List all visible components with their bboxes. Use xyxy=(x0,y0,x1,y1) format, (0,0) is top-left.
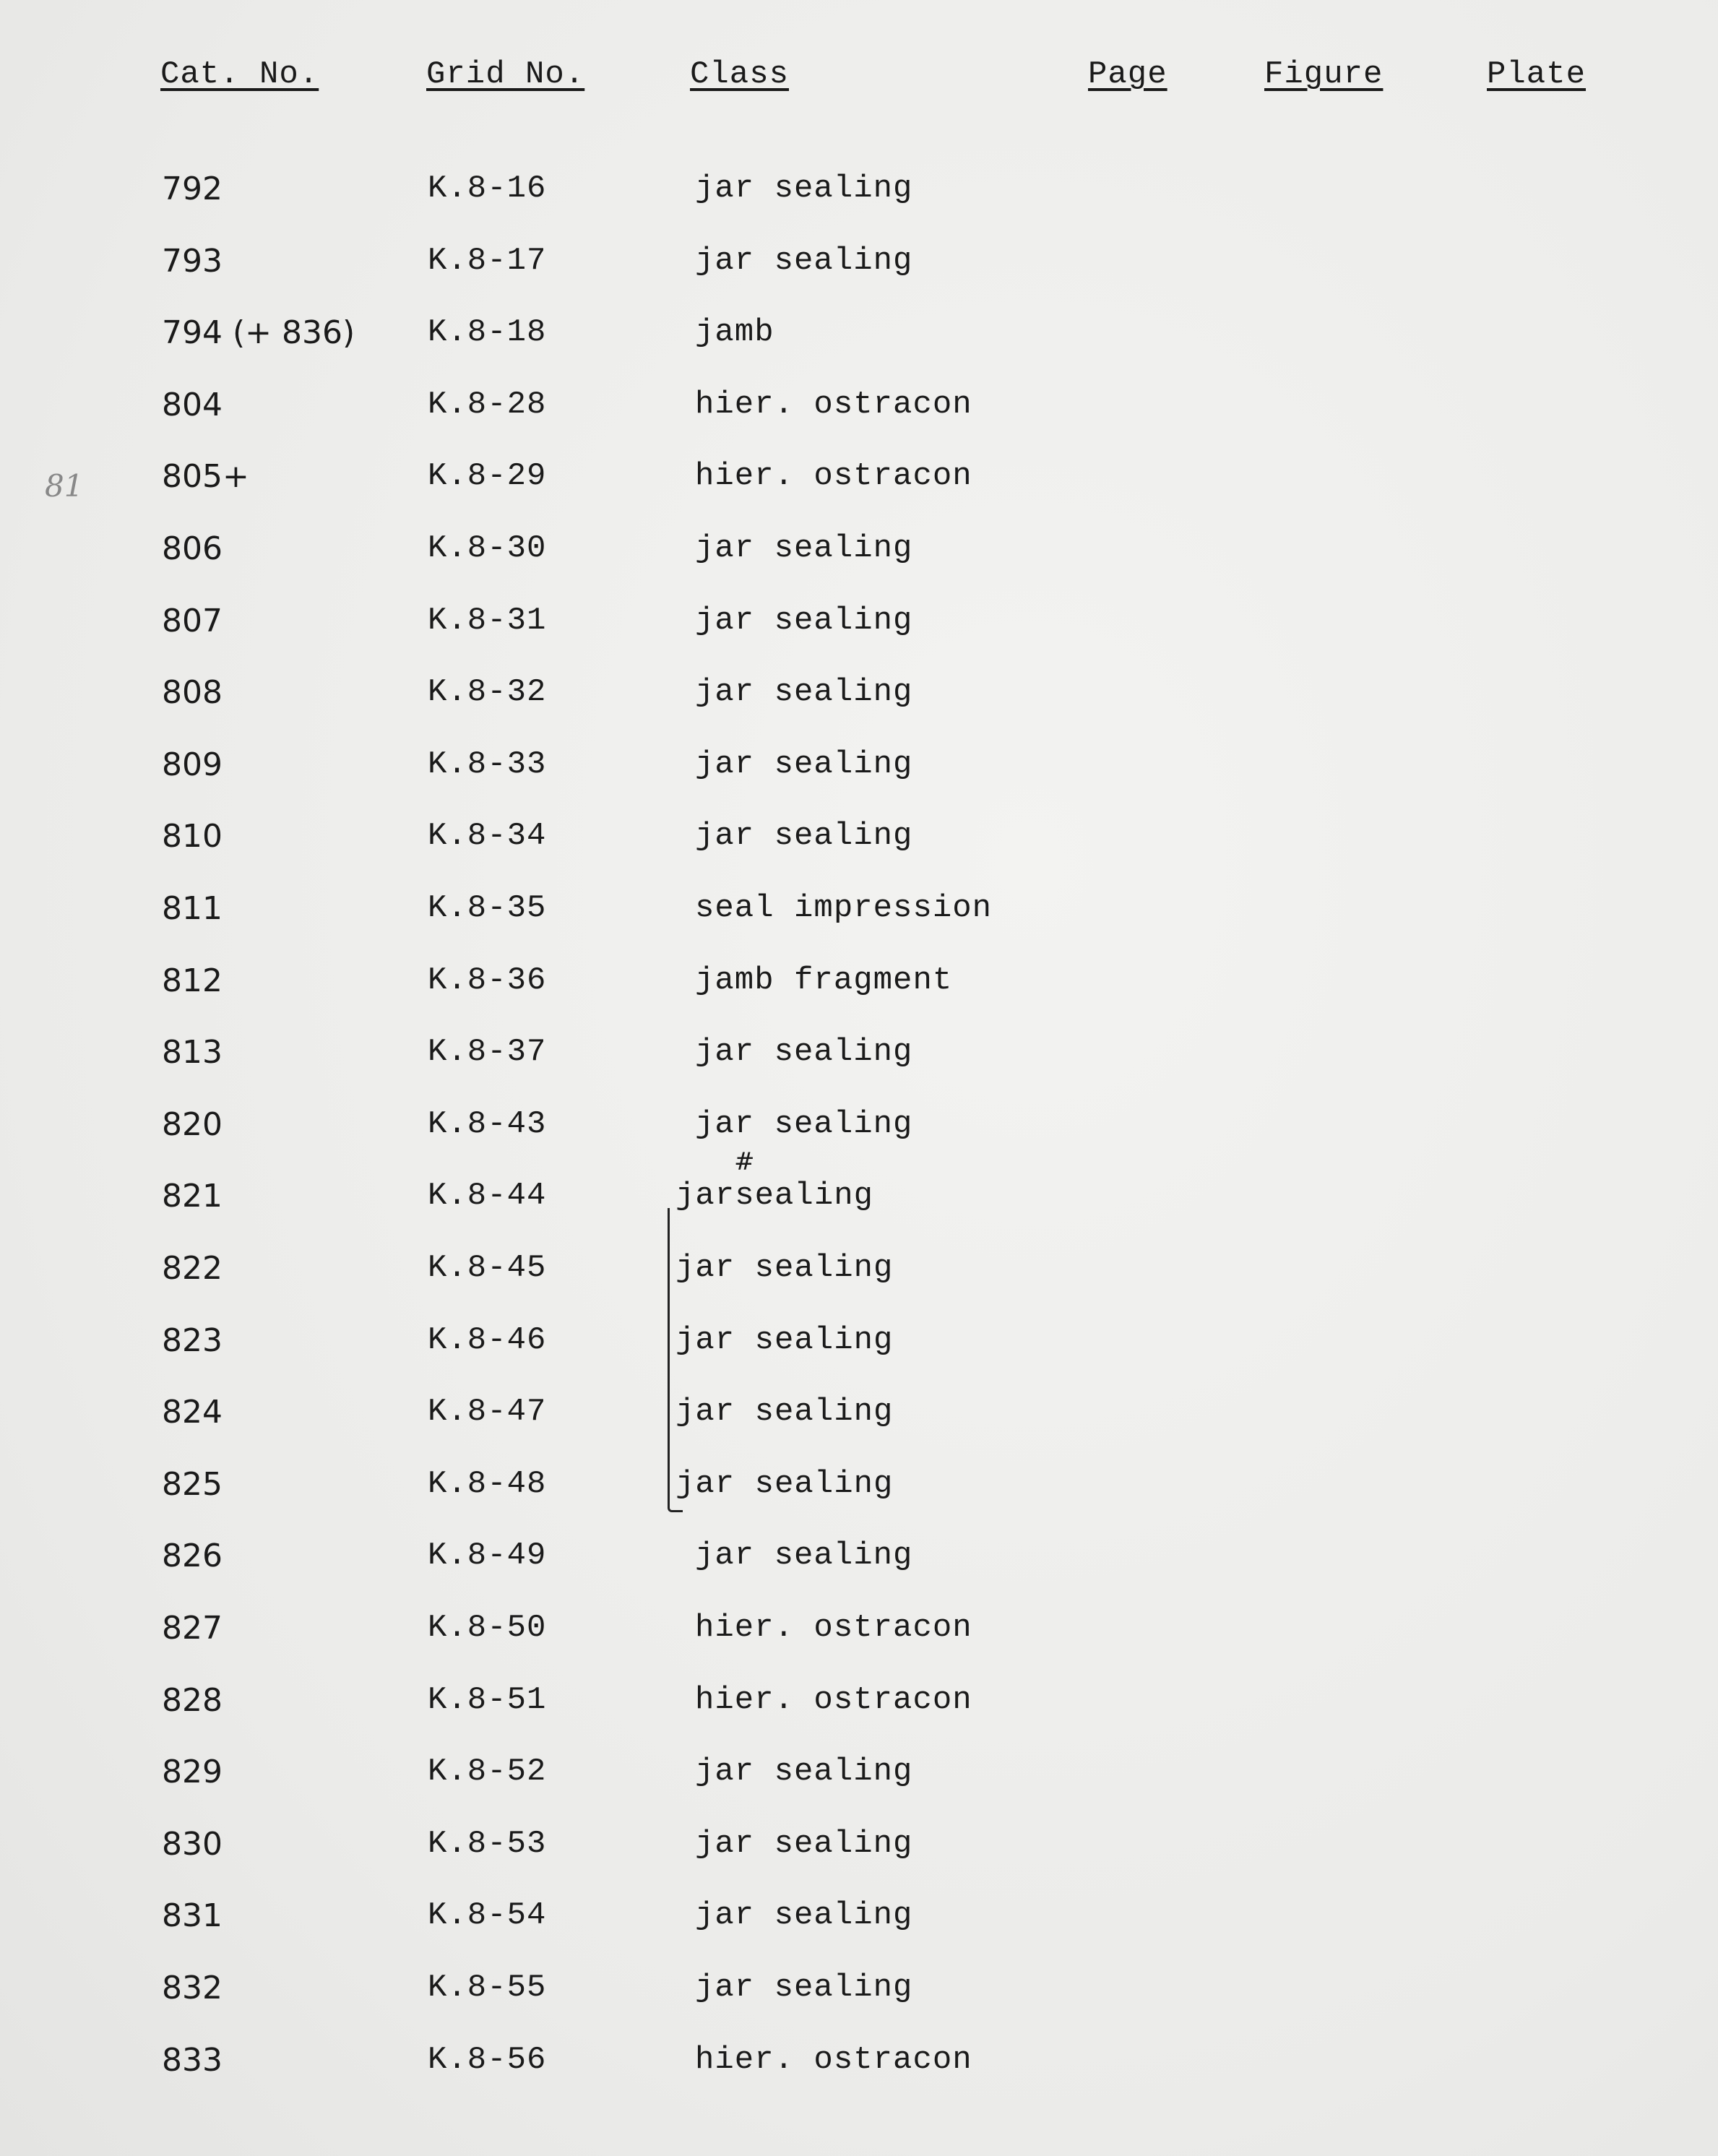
table-row xyxy=(0,530,1718,574)
handwritten-insert-mark: # xyxy=(734,1147,755,1176)
class-cell: jar sealing xyxy=(675,1465,894,1502)
table-row xyxy=(0,746,1718,790)
table-row xyxy=(0,818,1718,861)
table-row xyxy=(0,1178,1718,1221)
class-cell: jar sealing xyxy=(695,171,913,207)
handwritten-bracket xyxy=(668,1208,683,1512)
cat-no-cell: 808 xyxy=(162,674,223,712)
grid-no-cell: K.8-50 xyxy=(428,1610,547,1646)
table-row xyxy=(0,243,1718,286)
cat-no-cell: 806 xyxy=(162,530,223,567)
grid-no-cell: K.8-51 xyxy=(428,1681,547,1718)
cat-no-cell: 812 xyxy=(162,962,223,999)
header-grid-no: Grid No. xyxy=(426,56,585,92)
class-cell: jar sealing xyxy=(695,746,913,782)
class-cell: seal impression xyxy=(695,890,993,926)
header-plate: Plate xyxy=(1487,56,1587,92)
cat-no-cell: 810 xyxy=(162,818,223,855)
table-row xyxy=(0,1538,1718,1581)
grid-no-cell: K.8-46 xyxy=(428,1321,547,1358)
grid-no-cell: K.8-44 xyxy=(428,1178,547,1215)
grid-no-cell: K.8-28 xyxy=(428,386,547,423)
table-row xyxy=(0,1970,1718,2013)
class-cell: hier. ostracon xyxy=(695,1681,972,1718)
table-row xyxy=(0,1250,1718,1293)
table-row xyxy=(0,1682,1718,1725)
grid-no-cell: K.8-30 xyxy=(428,530,547,566)
grid-no-cell: K.8-53 xyxy=(428,1825,547,1862)
class-cell: jar sealing xyxy=(695,1754,913,1790)
grid-no-cell: K.8-35 xyxy=(428,890,547,926)
grid-no-cell: K.8-32 xyxy=(428,674,547,711)
cat-no-cell: 825 xyxy=(162,1465,223,1503)
grid-no-cell: K.8-54 xyxy=(428,1897,547,1934)
class-cell: hier. ostracon xyxy=(695,458,972,495)
class-cell: jar sealing xyxy=(695,1897,913,1934)
table-row xyxy=(0,1897,1718,1941)
table-row xyxy=(0,1826,1718,1869)
grid-no-cell: K.8-55 xyxy=(428,1970,547,2006)
grid-no-cell: K.8-56 xyxy=(428,2041,547,2078)
class-cell: jar sealing xyxy=(695,1034,913,1071)
cat-no-cell: 829 xyxy=(162,1754,223,1791)
class-cell: jar sealing xyxy=(695,530,913,566)
grid-no-cell: K.8-49 xyxy=(428,1538,547,1574)
header-cat-no: Cat. No. xyxy=(160,56,319,92)
grid-no-cell: K.8-33 xyxy=(428,746,547,782)
class-cell: jar sealing xyxy=(695,1970,913,2006)
table-row xyxy=(0,314,1718,358)
table-row xyxy=(0,387,1718,430)
class-cell: jar sealing xyxy=(695,602,913,639)
cat-no-cell: 804 xyxy=(162,386,223,423)
table-row xyxy=(0,2042,1718,2085)
table-row xyxy=(0,171,1718,214)
cat-no-cell: 822 xyxy=(162,1250,223,1287)
cat-no-cell: 823 xyxy=(162,1321,223,1359)
table-row xyxy=(0,1106,1718,1150)
table-row xyxy=(0,890,1718,933)
grid-no-cell: K.8-47 xyxy=(428,1394,547,1431)
table-row xyxy=(0,1034,1718,1077)
cat-no-cell: 820 xyxy=(162,1105,223,1143)
cat-no-cell: 793 xyxy=(162,242,223,280)
grid-no-cell: K.8-29 xyxy=(428,458,547,495)
table-row xyxy=(0,1754,1718,1797)
grid-no-cell: K.8-34 xyxy=(428,818,547,855)
class-cell: jar sealing xyxy=(695,674,913,711)
class-cell: jar sealing xyxy=(675,1321,894,1358)
grid-no-cell: K.8-16 xyxy=(428,171,547,207)
grid-no-cell: K.8-36 xyxy=(428,962,547,999)
cat-no-cell: 833 xyxy=(162,2041,223,2079)
grid-no-cell: K.8-52 xyxy=(428,1754,547,1790)
header-page: Page xyxy=(1088,56,1167,92)
table-row xyxy=(0,1610,1718,1653)
table-row xyxy=(0,962,1718,1006)
class-cell: jar sealing xyxy=(695,1538,913,1574)
grid-no-cell: K.8-31 xyxy=(428,602,547,639)
cat-no-cell: 831 xyxy=(162,1897,223,1935)
table-row xyxy=(0,1394,1718,1437)
table-row xyxy=(0,674,1718,717)
cat-no-cell: 805+ xyxy=(162,458,249,496)
grid-no-cell: K.8-45 xyxy=(428,1250,547,1286)
class-cell: jar sealing xyxy=(695,1825,913,1862)
cat-no-cell: 807 xyxy=(162,602,223,639)
grid-no-cell: K.8-37 xyxy=(428,1034,547,1071)
table-row xyxy=(0,1322,1718,1366)
cat-no-cell: 826 xyxy=(162,1538,223,1575)
class-cell: jar sealing xyxy=(695,242,913,279)
table-row xyxy=(0,458,1718,501)
cat-no-cell: 813 xyxy=(162,1034,223,1071)
class-cell: jar sealing xyxy=(695,1105,913,1142)
handwritten-margin-note: 81 xyxy=(45,468,84,504)
grid-no-cell: K.8-18 xyxy=(428,314,547,351)
table-row xyxy=(0,1466,1718,1509)
cat-no-cell: 794 (+ 836) xyxy=(162,314,355,352)
class-cell: jarsealing xyxy=(675,1178,874,1215)
class-cell: jar sealing xyxy=(675,1250,894,1286)
table-row xyxy=(0,603,1718,646)
class-cell: hier. ostracon xyxy=(695,1610,972,1646)
cat-no-cell: 821 xyxy=(162,1178,223,1215)
cat-no-cell: 811 xyxy=(162,890,223,927)
grid-no-cell: K.8-17 xyxy=(428,242,547,279)
class-cell: hier. ostracon xyxy=(695,386,972,423)
grid-no-cell: K.8-43 xyxy=(428,1105,547,1142)
class-cell: jamb xyxy=(695,314,774,351)
class-cell: jar sealing xyxy=(695,818,913,855)
cat-no-cell: 830 xyxy=(162,1825,223,1863)
cat-no-cell: 828 xyxy=(162,1681,223,1719)
class-cell: hier. ostracon xyxy=(695,2041,972,2078)
cat-no-cell: 827 xyxy=(162,1610,223,1647)
cat-no-cell: 824 xyxy=(162,1394,223,1431)
header-class: Class xyxy=(690,56,790,92)
class-cell: jamb fragment xyxy=(695,962,953,999)
class-cell: jar sealing xyxy=(675,1394,894,1431)
grid-no-cell: K.8-48 xyxy=(428,1465,547,1502)
cat-no-cell: 809 xyxy=(162,746,223,783)
header-figure: Figure xyxy=(1264,56,1384,92)
cat-no-cell: 792 xyxy=(162,171,223,207)
cat-no-cell: 832 xyxy=(162,1970,223,2006)
